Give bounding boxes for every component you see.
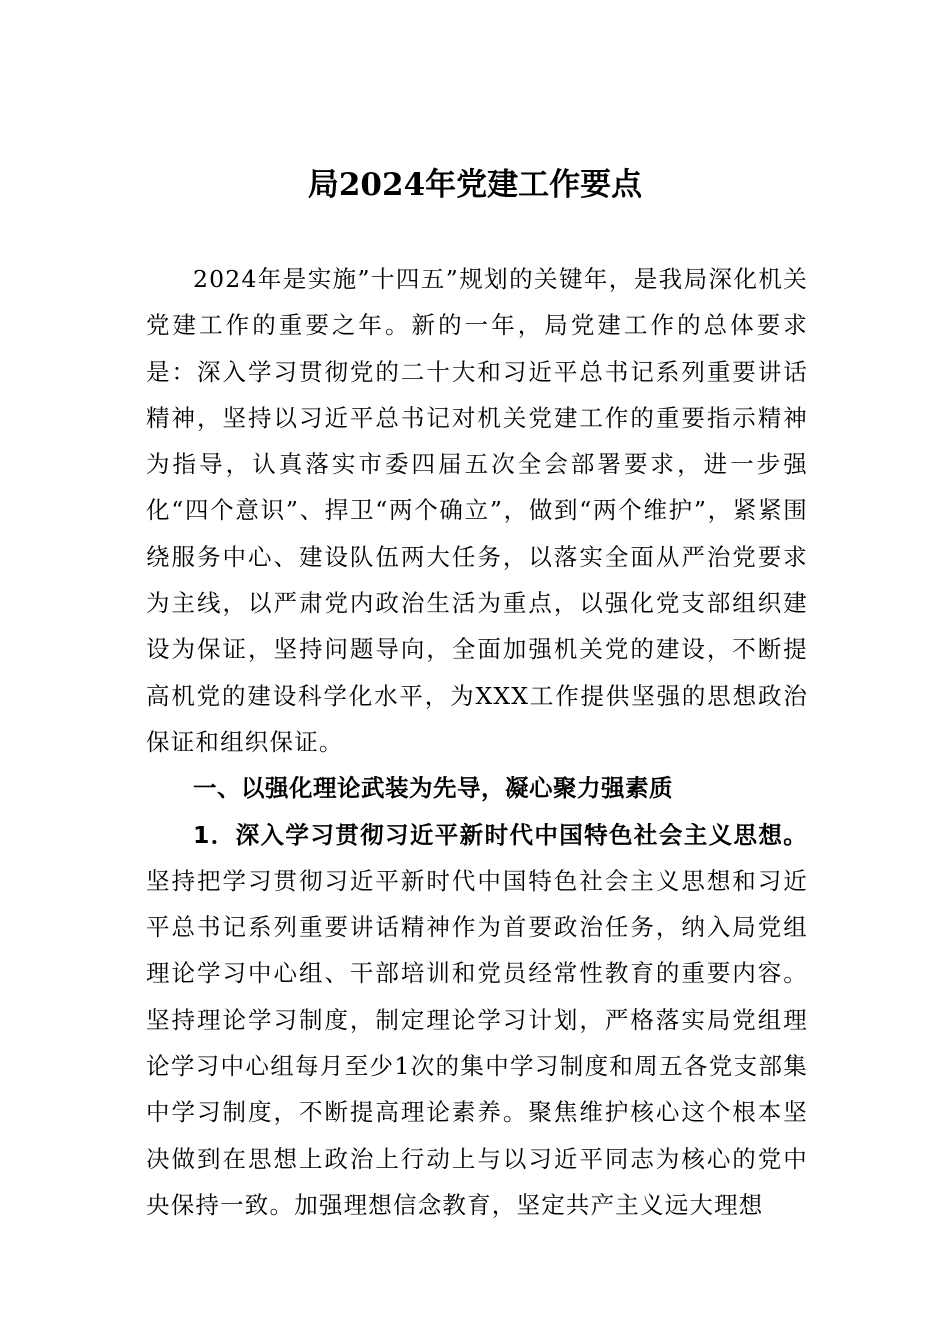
item-1-body: 坚持把学习贯彻习近平新时代中国特色社会主义思想和习近平总书记系列重要讲话精神作为首要政治任务，纳入局党组理论学习中心组、干部培训和党员经常性教育的重要内容。坚持理论学习制度，制定理论学习计划，严格落实局党组理论学习中心组每月至少1次的集中学习制度和周五各党支部集中学习制度，不断提高理论素养。聚焦维护核心这个根本坚决做到在思想上政治上行动上与以习近平同志为核心的党中央保持一致。加强理想信念教育，坚定共产主义远大理想 bbox=[146, 866, 808, 1219]
intro-paragraph: 2024年是实施”十四五”规划的关键年，是我局深化机关党建工作的重要之年。新的一年，局党建工作的总体要求是：深入学习贯彻党的二十大和习近平总书记系列重要讲话精神，坚持以习近平总书记对机关党建工作的重要指示精神为指导，认真落实市委四届五次全会部署要求，进一步强化“四个意识”、捍卫“两个确立”，做到“两个维护”，紧紧围绕服务中心、建设队伍两大任务，以落实全面从严治党要求为主线，以严肃党内政治生活为重点，以强化党支部组织建设为保证，坚持问题导向，全面加强机关党的建设，不断提高机党的建设科学化水平，为XXX工作提供坚强的思想政治保证和组织保证。 bbox=[146, 265, 808, 756]
section-heading-1: 一、以强化理论武装为先导，凝心聚力强素质 bbox=[193, 774, 673, 803]
document-title: 局2024年党建工作要点 bbox=[307, 167, 643, 203]
document-body bbox=[146, 256, 808, 1228]
item-1-paragraph bbox=[146, 812, 808, 1229]
item-1-heading: 1．深入学习贯彻习近平新时代中国特色社会主义思想。 bbox=[193, 820, 808, 849]
